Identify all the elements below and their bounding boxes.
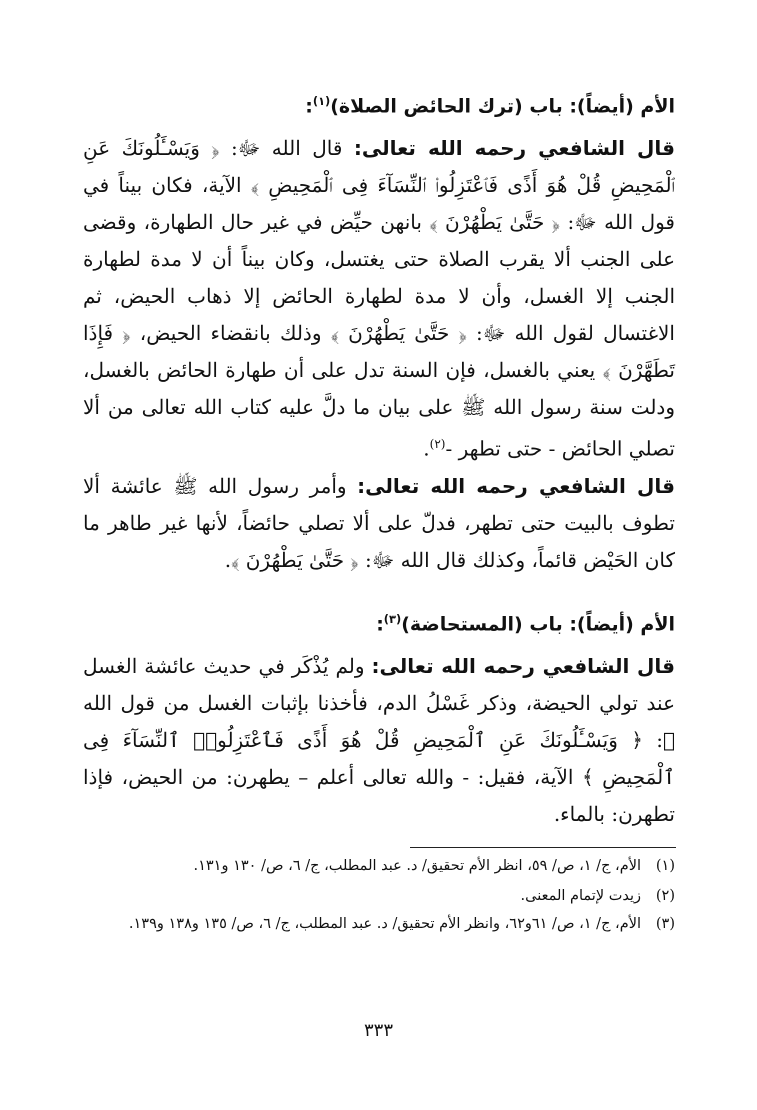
paragraph-1-speaker: قال الشافعي رحمه الله تعالى: (353, 136, 676, 160)
footnote-1-number: (١) (655, 858, 675, 874)
paragraph-1-footnote-ref: (٢) (429, 437, 446, 451)
paragraph-3-speaker: قال الشافعي رحمه الله تعالى: (371, 654, 675, 678)
heading-2-text: الأم (أيضاً): باب (المستحاضة) (401, 613, 675, 636)
footnote-3 (65, 912, 675, 936)
page-number: ٣٣٣ (363, 1020, 393, 1041)
paragraph-2-body: وأمر رسول الله ﷺ عائشة ألا تطوف بالبيت حتى تطهر، فدلّ على ألا تصلي حائضاً، لأنها غير طاهر ما كان الحَيْض قائماً، وكذلك قال الله ﷻ: ﴿ حَتَّىٰ يَطْهُرْنَ ﴾. (83, 474, 675, 572)
footnote-1-text: الأم، ج/ ١، ص/ ٥٩، انظر الأم تحقيق/ د. عبد المطلب، ج/ ٦، ص/ ١٣٠ و١٣١. (193, 858, 641, 874)
section-heading-1 (83, 86, 675, 121)
heading-1-text: الأم (أيضاً): باب (ترك الحائض الصلاة) (330, 95, 675, 118)
footnote-2-text: زيدت لإتمام المعنى. (520, 888, 641, 904)
footnote-3-number: (٣) (655, 916, 675, 932)
footnote-2-number: (٢) (655, 888, 675, 904)
paragraph-3 (83, 648, 675, 833)
paragraph-2 (83, 468, 675, 579)
section-heading-2 (83, 604, 675, 639)
heading-2-footnote-ref: (٣) (383, 612, 402, 626)
footnote-separator (410, 847, 676, 848)
paragraph-1-body: قال الله ﷻ: ﴿ وَيَسْـَٔلُونَكَ عَنِ ٱلْمَحِيضِ قُلْ هُوَ أَذًى فَٱعْتَزِلُوا۟ ٱلنِّسَآءَ فِى ٱلْمَحِيضِ ﴾ الآية، فكان بيناً في قول الله ﷻ: ﴿ حَتَّىٰ يَطْهُرْنَ ﴾ بانهن حيِّض في غير حال الطهارة، وقضى على الجنب ألا يقرب الصلاة حتى يغتسل، وكان بيناً أن لا مدة لطهارة الجنب إلا الغسل، وأن لا مدة لطهارة الحائض إلا ذهاب الحيض، ثم الاغتسال لقول الله ﷻ: ﴿ حَتَّىٰ يَطْهُرْنَ ﴾ وذلك بانقضاء الحيض، ﴿ فَإِذَا تَطَهَّرْنَ ﴾ يعني بالغسل، فإن السنة تدل على أن طهارة الحائض بالغسل، ودلت سنة رسول الله ﷺ على بيان ما دلَّ عليه كتاب الله تعالى من ألا تصلي الحائض - حتى تطهر - (83, 136, 675, 461)
heading-1-footnote-ref: (١) (312, 94, 331, 108)
footnote-3-text: الأم، ج/ ١، ص/ ٦١و٦٢، وانظر الأم تحقيق/ د. عبد المطلب، ج/ ٦، ص/ ١٣٥ و١٣٨ و١٣٩. (128, 916, 641, 932)
paragraph-1 (83, 130, 675, 468)
footnote-1 (65, 854, 675, 878)
paragraph-1-end: . (423, 436, 430, 461)
heading-2-colon: : (376, 613, 384, 636)
footnote-2 (65, 884, 675, 908)
paragraph-3-body: ولم يُذْكَر في حديث عائشة الغسل عند تولي الحيضة، وذكر غَسْلُ الدم، فأخذنا بإثبات الغسل من قول الله ﷻ: ﴿ وَيَسْـَٔلُونَكَ عَنِ ٱلْمَحِيضِ قُلْ هُوَ أَذًى فَٱعْتَزِلُوا۟ ٱلنِّسَآءَ فِى ٱلْمَحِيضِ ﴾ الآية، فقيل: - والله تعالى أعلم – يطهرن: من الحيض، فإذا تطهرن: بالماء. (83, 654, 675, 826)
paragraph-2-speaker: قال الشافعي رحمه الله تعالى: (357, 474, 675, 498)
heading-1-colon: : (305, 95, 313, 118)
